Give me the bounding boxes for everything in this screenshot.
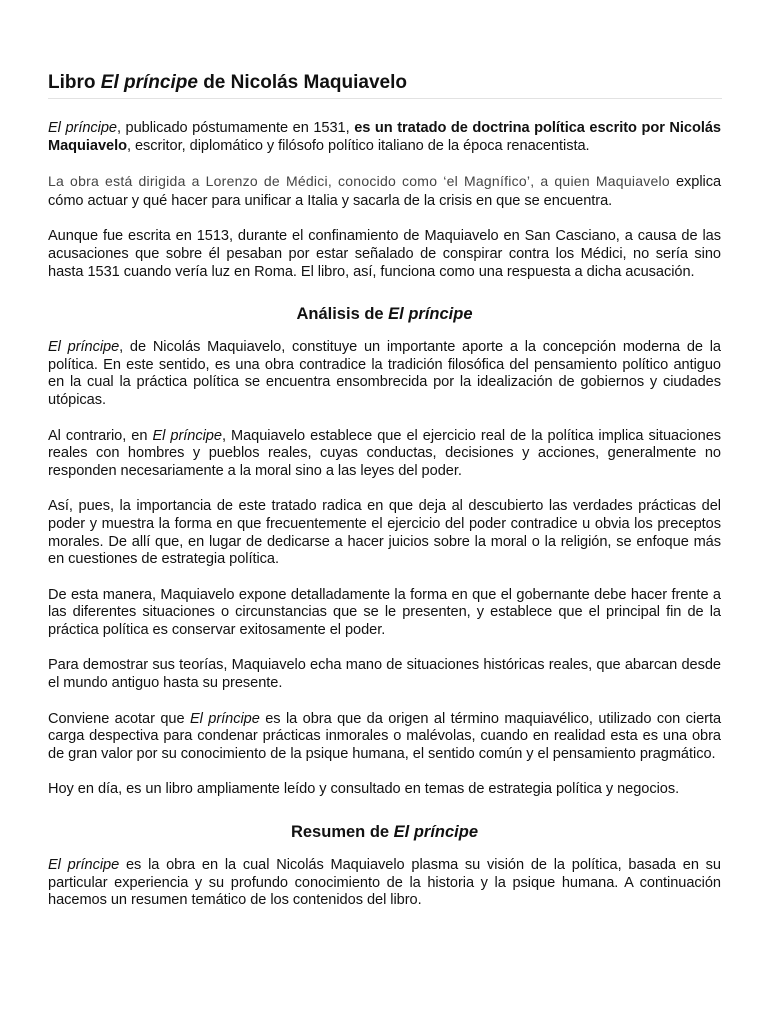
analysis-paragraph-1	[48, 339, 721, 409]
analysis-heading	[48, 303, 721, 325]
summary-paragraph-1	[48, 857, 721, 910]
analysis-paragraph-6	[48, 711, 721, 764]
document-body	[48, 120, 721, 910]
book-name: El príncipe	[189, 710, 260, 727]
intro-paragraph-1	[48, 120, 721, 155]
bold-statement: es un tratado de doctrina política escrito por Nicolás Maquiavelo	[48, 120, 721, 154]
analysis-paragraph-4: De esta manera, Maquiavelo expone detalladamente la forma en que el gobernante debe hacer frente a las diferentes situaciones o circunstancias que se le presenten, y establece que el principal fin de la práctica política es conservar exitosamente el poder.	[48, 586, 721, 638]
text-run: , Maquiavelo establece que el ejercicio real de la política implica situaciones reales con hombres y pueblos reales, cuyas conductas, decisiones y acciones, generalmente no responden necesariamente a la moral sino a las leyes del poder.	[48, 427, 722, 479]
title-prefix: Libro	[48, 72, 101, 93]
text-run-light: La obra está dirigida a Lorenzo de Médici, conocido como ‘el Magnífico’, a quien Maquiavelo	[48, 173, 670, 190]
analysis-paragraph-3: Así, pues, la importancia de este tratado radica en que deja al descubierto las verdades prácticas del poder y muestra la forma en que frecuentemente el ejercicio del poder contradice u obvia los preceptos morales. De allí que, en lugar de dedicarse a hacer juicios sobre la moral o la religión, se enfoque más en cuestiones de estrategia política.	[48, 498, 721, 568]
analysis-paragraph-5: Para demostrar sus teorías, Maquiavelo echa mano de situaciones históricas reales, que abarcan desde el mundo antiguo hasta su presente.	[48, 657, 721, 692]
book-name: El príncipe	[48, 339, 120, 356]
title-suffix: de Nicolás Maquiavelo	[197, 72, 407, 93]
book-name: El príncipe	[48, 120, 117, 136]
text-run: es la obra que da origen al término maquiavélico, utilizado con cierta carga despectiva para condenar prácticas inmorales o malévolas, cuando en realidad esta es una obra de gran valor por su conocimiento de la psique humana, el sentido común y el pensamiento pragmático.	[48, 710, 722, 762]
intro-paragraph-3: Aunque fue escrita en 1513, durante el confinamiento de Maquiavelo en San Casciano, a causa de las acusaciones que sobre él pesaban por estar señalado de conspirar contra los Médici, no sería sino hasta 1531 cuando vería luz en Roma. El libro, así, funciona como una respuesta a dicha acusación.	[48, 228, 721, 280]
summary-heading	[48, 821, 721, 843]
text-run: Al contrario, en	[48, 427, 153, 444]
text-run: explica cómo actuar y qué hacer para unificar a Italia y sacarla de la crisis en que se encuentra.	[48, 174, 722, 209]
intro-paragraph-2	[48, 173, 721, 210]
text-run: Conviene acotar que	[48, 710, 190, 727]
text-run: es la obra en la cual Nicolás Maquiavelo plasma su visión de la política, basada en su particular experiencia y su profundo conocimiento de la historia y la psique humana. A continuación hacemos un resumen temático de los contenidos del libro.	[48, 857, 721, 909]
page-title	[48, 70, 722, 99]
text-run: , escritor, diplomático y filósofo político italiano de la época renacentista.	[126, 137, 590, 154]
heading-prefix: Resumen de	[290, 823, 394, 842]
heading-book-name: El príncipe	[388, 305, 473, 324]
book-name: El príncipe	[152, 427, 222, 444]
text-run: , de Nicolás Maquiavelo, constituye un importante aporte a la concepción moderna de la política. En este sentido, es una obra contradice la tradición filosófica del pensamiento político antiguo en la cual la práctica política se encuentra ensombrecida por la idealización de gobiernos y ciudades utópicas.	[48, 339, 721, 408]
text-run: , publicado póstumamente en 1531,	[116, 120, 355, 136]
book-name: El príncipe	[48, 857, 120, 874]
heading-prefix: Análisis de	[296, 305, 389, 324]
analysis-paragraph-2	[48, 428, 721, 481]
analysis-paragraph-7: Hoy en día, es un libro ampliamente leído y consultado en temas de estrategia política y negocios.	[48, 781, 680, 798]
title-book-name: El príncipe	[100, 72, 198, 93]
heading-book-name: El príncipe	[393, 823, 479, 842]
